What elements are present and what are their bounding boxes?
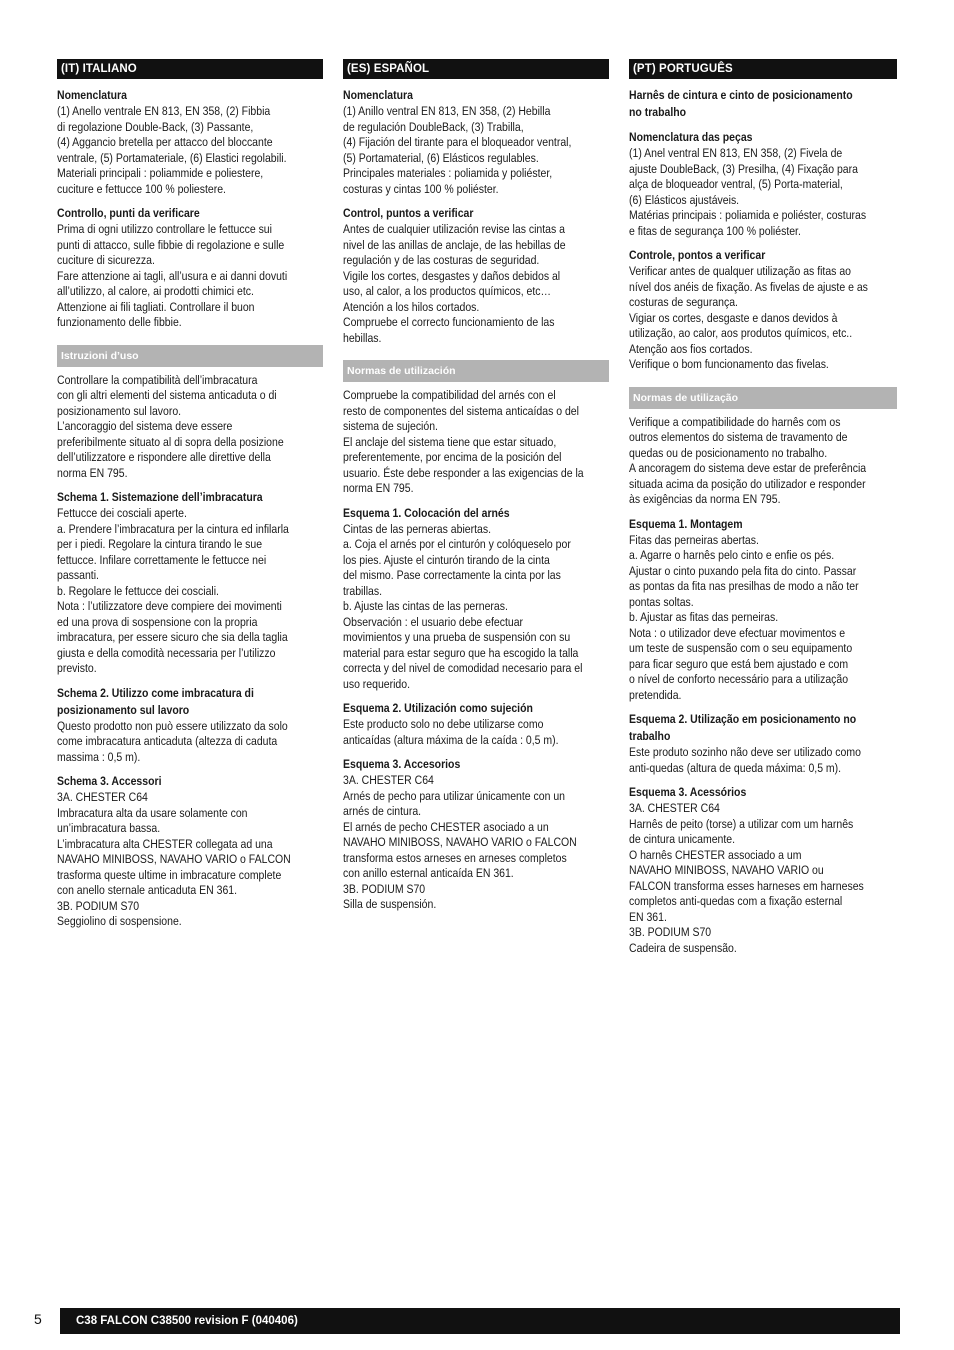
section-nomenclatura (343, 87, 609, 197)
section-text: (1) Anillo ventral EN 813, EN 358, (2) Hebilla de regulación DoubleBack, (3) Trabilla, (4) Fijación del tirante para el bloqueador ventral, (5) Portamaterial, (6) Elásticos regulables. Principales materiales : poliamida y poliéster, costuras y cintas 100 % poliéster. (343, 104, 572, 196)
schema-3 (629, 784, 897, 956)
section-control (343, 205, 609, 346)
schema-title: Esquema 3. Acessórios (629, 785, 747, 799)
schema-title: Esquema 2. Utilização em posicionamento no trabalho (629, 712, 857, 743)
section-title: Nomenclatura (57, 88, 127, 102)
section-control (629, 247, 897, 373)
schema-title: Esquema 2. Utilización como sujeción (343, 701, 533, 715)
language-header: (IT) ITALIANO (57, 59, 323, 79)
schema-3 (57, 773, 323, 930)
language-header: (ES) ESPAÑOL (343, 59, 609, 79)
schema-text: Fettucce dei cosciali aperte. a. Prendere l’imbracatura per la cintura ed infilarla per i piedi. Regolare la cintura tirando le sue fettucce. Infilare correttamente le fettucce nei passanti. b. Regolare le fettucce dei cosciali. Nota : l’utilizzatore deve compiere dei movimenti ed una prova di sospensione con la propria imbracatura, per essere sicuro che sia della taglia giusta e della comodità necessaria per l’utilizzo previsto. (57, 506, 289, 675)
section-text: (1) Anello ventrale EN 813, EN 358, (2) Fibbia di regolazione Double-Back, (3) Passante, (4) Aggancio bretella per attacco del bloccante ventrale, (5) Portamateriale, (6) Elastici regolabili. Materiali principali : poliammide e poliestere, cuciture e fettucce 100 % poliestere. (57, 104, 287, 196)
usage-intro: Controllare la compatibilità dell’imbracatura con gli altri elementi del sistema anticaduta o di posizionamento sul lavoro. L’ancoraggio del sistema deve essere preferibilmente situato al di sopra della posizione dell’utilizzatore e rispondere alle direttive della norma EN 795. (57, 372, 284, 480)
schema-title: Esquema 3. Accesorios (343, 757, 461, 771)
schema-text: 3A. CHESTER C64 Imbracatura alta da usare solamente con un’imbracatura bassa. L’imbracatura alta CHESTER collegata ad una NAVAHO MINIBOSS, NAVAHO VARIO o FALCON trasforma queste ultime in imbracature complete con anello sternale anticaduta EN 361. 3B. PODIUM S70 Seggiolino di sospensione. (57, 790, 291, 928)
section-title: Harnês de cintura e cinto de posicionamento no trabalho (629, 88, 853, 119)
section-text: Prima di ogni utilizzo controllare le fettucce sui punti di attacco, sulle fibbie di regolazione e sulle cuciture di sicurezza. Fare attenzione ai tagli, all’usura e ai danni dovuti all’utilizzo, al calore, ai prodotti chimici etc. Attenzione ai fili tagliati. Controllare il buon funzionamento delle fibbie. (57, 222, 288, 329)
schema-text: 3A. CHESTER C64 Arnés de pecho para utilizar únicamente con un arnés de cintura. El arnés de pecho CHESTER asociado a un NAVAHO MINIBOSS, NAVAHO VARIO o FALCON transforma estos arneses en arneses completos con anillo esternal anticaída EN 361. 3B. PODIUM S70 Silla de suspensión. (343, 773, 577, 911)
schema-text: 3A. CHESTER C64 Harnês de peito (torse) a utilizar com um harnês de cintura unicamente. O harnês CHESTER associado a um NAVAHO MINIBOSS, NAVAHO VARIO ou FALCON transforma esses harneses em harneses completos anti-quedas com a fixação esternal EN 361. 3B. PODIUM S70 Cadeira de suspensão. (629, 801, 864, 955)
section-text: Antes de cualquier utilización revise las cintas a nivel de las anillas de anclaje, de las hebillas de regulación y de las costuras de seguridad. Vigile los cortes, desgastes y daños debidos al uso, al calor, a los productos químicos, etc… Atención a los hilos cortados. Compruebe el correcto funcionamiento de las hebillas. (343, 222, 566, 345)
usage-subheader: Normas de utilização (629, 387, 897, 409)
language-header: (PT) PORTUGUÊS (629, 59, 897, 79)
schema-title: Schema 2. Utilizzo come imbracatura di posizionamento sul lavoro (57, 685, 254, 717)
section-text: (1) Anel ventral EN 813, EN 358, (2) Fivela de ajuste DoubleBack, (3) Presilha, (4) Fixação para alça de bloqueador ventral, (5) Porta-material, (6) Elásticos ajustáveis. Matérias principais : poliamida e poliéster, costuras e fitas de segurança 100 % poliéster. (629, 146, 867, 238)
section-nomenclatura (57, 87, 323, 197)
footer-bar (60, 1308, 900, 1334)
schema-3 (343, 756, 609, 913)
usage-intro: Compruebe la compatibilidad del arnés con el resto de componentes del sistema anticaídas o del sistema de sujeción. El anclaje del sistema tiene que estar situado, preferentemente, por encima de la posición del usuario. Éste debe responder a las exigencias de la norma EN 795. (343, 388, 584, 495)
usage-subheader: Istruzioni d’uso (57, 345, 323, 367)
section-title: Controle, pontos a verificar (629, 248, 766, 262)
schema-title: Esquema 1. Colocación del arnés (343, 505, 510, 520)
section-title: Control, puntos a verificar (343, 206, 474, 220)
usage-subheader: Normas de utilización (343, 360, 609, 382)
section-title: Nomenclatura das peças (629, 130, 753, 144)
schema-text: Este produto sozinho não deve ser utilizado como anti-quedas (altura de queda máxima: 0,5 m). (629, 745, 861, 775)
schema-text: Cintas de las perneras abiertas. a. Coja el arnés por el cinturón y colóqueselo por los pies. Ajuste el cinturón tirando de la cinta del mismo. Pase correctamente la cinta por las trabillas. b. Ajuste las cintas de las perneras. Observación : el usuario debe efectuar movimientos y una prueba de suspensión con su material para estar seguro que ha escogido la talla correcta y del nivel de comodidad necesario para el uso requerido. (343, 521, 583, 691)
schema-title: Schema 1. Sistemazione dell’imbracatura (57, 490, 263, 504)
schema-text: Este producto solo no debe utilizarse como anticaídas (altura máxima de la caída : 0,5 m). (343, 717, 559, 747)
column-italiano (57, 59, 323, 938)
column-portugues (629, 59, 897, 964)
schema-2 (629, 711, 897, 776)
schema-2 (57, 685, 323, 766)
schema-title: Schema 3. Accessori (57, 774, 162, 788)
product-title (629, 87, 897, 121)
section-nomenclatura (629, 129, 897, 239)
section-title: Nomenclatura (343, 88, 413, 102)
document-reference: C38 FALCON C38500 revision F (040406) (76, 1315, 298, 1327)
schema-1 (343, 505, 609, 693)
usage-intro: Verifique a compatibilidade do harnês com os outros elementos do sistema de travamento de quedas ou de posicionamento no trabalho. A ancoragem do sistema deve estar de preferência situada acima da posição do utilizador e responder às exigências da norma EN 795. (629, 414, 867, 506)
schema-text: Questo prodotto non può essere utilizzato da solo come imbracatura anticaduta (altezza di caduta massima : 0,5 m). (57, 718, 288, 764)
schema-text: Fitas das perneiras abertas. a. Agarre o harnês pelo cinto e enfie os pés. Ajustar o cinto puxando pela fita do cinto. Passar as pontas da fita nas presilhas de modo a não ter pontas soltas. b. Ajustar as fitas das perneiras. Nota : o utilizador deve efectuar movimentos e um teste de suspensão com o seu equipamento para ficar seguro que está bem ajustado e com o nível de conforto necessário para a utilização pretendida. (629, 532, 859, 702)
schema-1 (629, 516, 897, 704)
section-text: Verificar antes de qualquer utilização as fitas ao nível dos anéis de fixação. As fivelas de ajuste e as costuras de segurança. Vigiar os cortes, desgaste e danos devidos à utilização, ao calor, aos produtos químicos, etc.. Atenção aos fios cortados. Verifique o bom funcionamento das fivelas. (629, 264, 868, 371)
column-espanol (343, 59, 609, 921)
schema-1 (57, 489, 323, 677)
section-control (57, 205, 323, 331)
page-number: 5 (34, 1311, 42, 1327)
schema-2 (343, 700, 609, 748)
section-title: Controllo, punti da verificare (57, 206, 200, 220)
schema-title: Esquema 1. Montagem (629, 516, 743, 531)
